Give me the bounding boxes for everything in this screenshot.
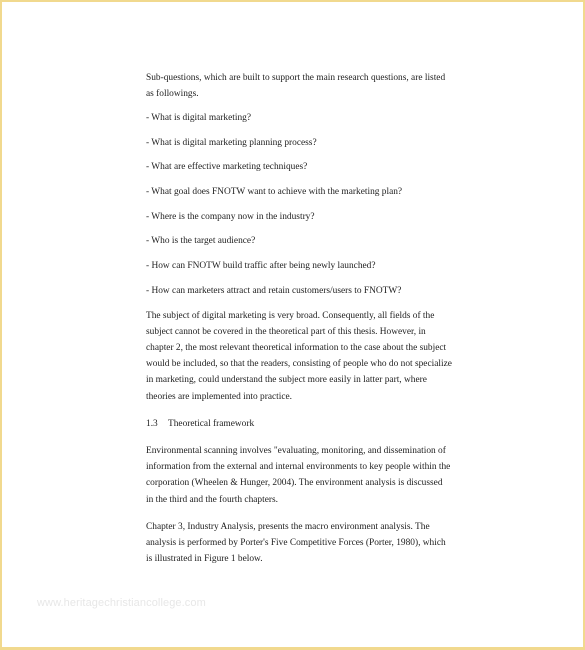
sub-question-4: - What goal does FNOTW want to achieve with the marketing plan? <box>146 187 403 198</box>
section-title: Theoretical framework <box>168 418 255 429</box>
section-heading <box>146 416 452 432</box>
sub-question-5: - Where is the company now in the industry? <box>146 211 315 222</box>
sub-question-6: - Who is the target audience? <box>146 236 256 247</box>
environment-paragraph: Environmental scanning involves "evaluating, monitoring, and dissemination of information from the external and internal environments to key people within the corporation (Wheelen & Hunger, 2004). The environment analysis is discussed in the third and the fourth chapters. <box>146 445 451 505</box>
sub-question-1: - What is digital marketing? <box>146 112 252 123</box>
scope-paragraph: The subject of digital marketing is very broad. Consequently, all fields of the subject cannot be covered in the theoretical part of this thesis. However, in chapter 2, the most relevant theoretical information to the case about the subject would be included, so that the readers, consisting of people who do not specialize in marketing, could understand the subject more easily in latter part, where theories are implemented into practice. <box>146 310 452 402</box>
sub-question-7: - How can FNOTW build traffic after being newly launched? <box>146 261 376 272</box>
sub-question-2: - What is digital marketing planning process? <box>146 137 317 148</box>
section-number: 1.3 <box>146 418 158 429</box>
sub-question-3: - What are effective marketing techniques? <box>146 162 308 173</box>
chapter3-paragraph: Chapter 3, Industry Analysis, presents the macro environment analysis. The analysis is performed by Porter's Five Competitive Forces (Porter, 1980), which is illustrated in Figure 1 below. <box>146 521 446 565</box>
sub-question-8: - How can marketers attract and retain customers/users to FNOTW? <box>146 285 402 296</box>
document-body <box>146 70 452 578</box>
intro-paragraph: Sub-questions, which are built to support the main research questions, are listed as followings. <box>146 73 446 100</box>
watermark: www.heritagechristiancollege.com <box>37 597 206 609</box>
